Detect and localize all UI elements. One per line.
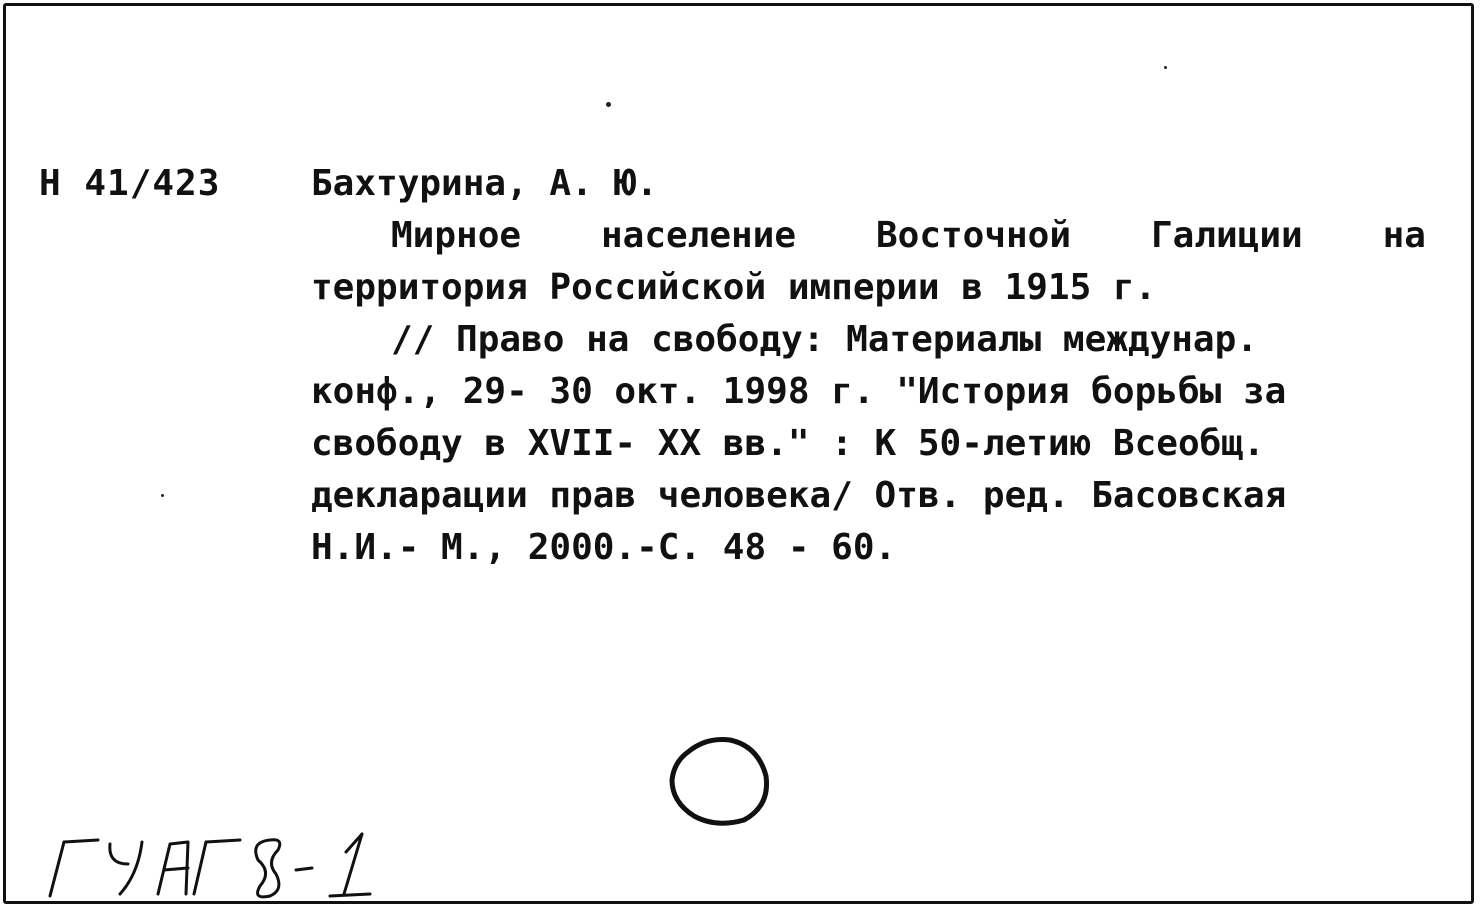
source-line: конф., 29- 30 окт. 1998 г. "История борьбы за [311,371,1287,412]
catalog-card [3,3,1474,904]
title-word: на [1382,215,1426,256]
title-line [311,210,1426,262]
title-word: Мирное [391,215,522,256]
source-line: Н.И.- М., 2000.-С. 48 - 60. [311,527,897,568]
punch-hole [666,732,772,828]
shelfmark: Н 41/423 [39,163,221,204]
author: Бахтурина, А. Ю. [311,163,658,204]
title-word: Галиции [1150,215,1303,256]
source-line: свободу в XVII- XX вв." : К 50-летию Всеобщ. [311,423,1265,464]
title-word: население [600,215,797,256]
bibliographic-entry [311,158,1426,574]
ink-speck [1164,66,1167,69]
title-line: территория Российской империи в 1915 г. [311,267,1157,308]
title-word: Восточной [875,215,1072,256]
ink-speck [606,102,611,107]
source-line: // Право на свободу: Материалы междунар. [391,319,1258,360]
ink-speck [161,494,164,497]
source-line: декларации прав человека/ Отв. ред. Басовская [311,475,1287,516]
handwritten-code [46,824,406,904]
